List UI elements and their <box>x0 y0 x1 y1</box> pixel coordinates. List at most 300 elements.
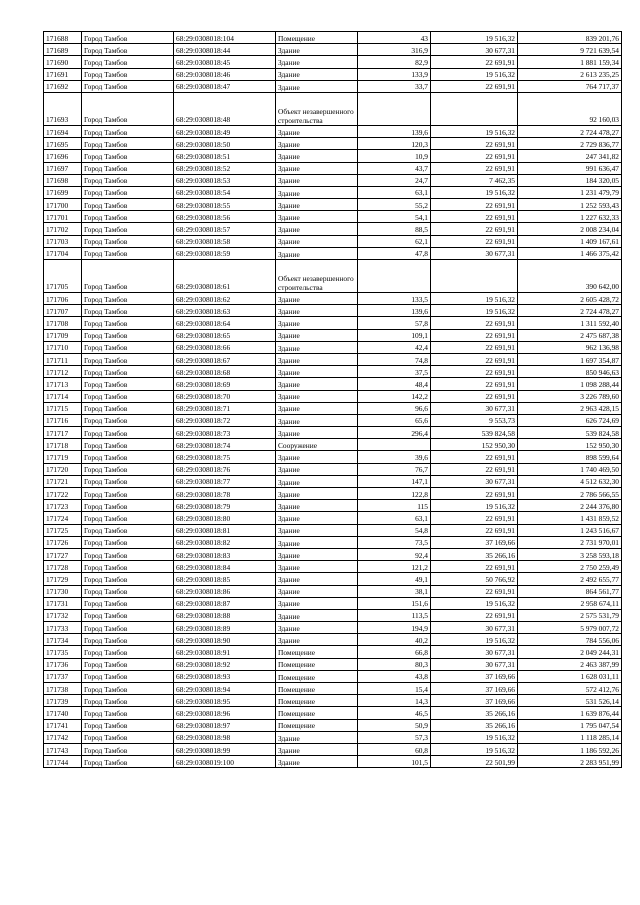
row-number-cell: 171732 <box>44 609 82 621</box>
row-number-cell: 171712 <box>44 366 82 378</box>
row-number-cell: 171710 <box>44 341 82 353</box>
object-type-cell: Здание <box>276 317 358 329</box>
table-row <box>44 719 622 731</box>
object-type-cell: Здание <box>276 427 358 439</box>
table-row <box>44 475 622 487</box>
object-type-cell: Помещение <box>276 658 358 670</box>
row-number-cell: 171714 <box>44 390 82 402</box>
table-row <box>44 756 622 768</box>
cadastral-value-cell: 247 341,82 <box>518 150 622 162</box>
cadastral-number-cell: 68:29:0308018:49 <box>174 125 276 137</box>
settlement-cell: Город Тамбов <box>82 402 174 414</box>
object-type-cell: Здание <box>276 585 358 597</box>
row-number-cell: 171726 <box>44 536 82 548</box>
row-number-cell: 171730 <box>44 585 82 597</box>
settlement-cell: Город Тамбов <box>82 80 174 92</box>
table-row <box>44 317 622 329</box>
unit-value-cell: 22 691,91 <box>431 585 518 597</box>
settlement-cell: Город Тамбов <box>82 317 174 329</box>
settlement-cell: Город Тамбов <box>82 138 174 150</box>
cadastral-number-cell: 68:29:0308018:98 <box>174 731 276 743</box>
object-type-cell: Здание <box>276 80 358 92</box>
cadastral-value-cell: 152 950,30 <box>518 439 622 451</box>
unit-value-cell: 30 677,31 <box>431 646 518 658</box>
area-cell: 139,6 <box>358 125 431 137</box>
settlement-cell: Город Тамбов <box>82 463 174 475</box>
settlement-cell: Город Тамбов <box>82 260 174 293</box>
cadastral-number-cell: 68:29:0308018:55 <box>174 199 276 211</box>
table-body <box>44 32 622 768</box>
unit-value-cell: 19 516,32 <box>431 634 518 646</box>
table-row <box>44 341 622 353</box>
table-row <box>44 92 622 125</box>
settlement-cell: Город Тамбов <box>82 524 174 536</box>
cadastral-number-cell: 68:29:0308018:75 <box>174 451 276 463</box>
object-type-cell: Здание <box>276 512 358 524</box>
cadastral-number-cell: 68:29:0308018:48 <box>174 92 276 125</box>
unit-value-cell: 22 691,91 <box>431 329 518 341</box>
table-row <box>44 609 622 621</box>
settlement-cell: Город Тамбов <box>82 68 174 80</box>
unit-value-cell: 19 516,32 <box>431 743 518 755</box>
area-cell: 194,9 <box>358 622 431 634</box>
cadastral-number-cell: 68:29:0308018:82 <box>174 536 276 548</box>
object-type-cell: Здание <box>276 390 358 402</box>
object-type-cell: Здание <box>276 223 358 235</box>
settlement-cell: Город Тамбов <box>82 439 174 451</box>
table-row <box>44 199 622 211</box>
unit-value-cell: 22 691,91 <box>431 378 518 390</box>
cadastral-value-cell: 1 243 516,67 <box>518 524 622 536</box>
cadastral-value-cell: 1 697 354,87 <box>518 353 622 365</box>
settlement-cell: Город Тамбов <box>82 622 174 634</box>
settlement-cell: Город Тамбов <box>82 512 174 524</box>
row-number-cell: 171704 <box>44 247 82 259</box>
area-cell: 54,8 <box>358 524 431 536</box>
row-number-cell: 171697 <box>44 162 82 174</box>
unit-value-cell: 19 516,32 <box>431 305 518 317</box>
cadastral-value-cell: 1 431 859,52 <box>518 512 622 524</box>
settlement-cell: Город Тамбов <box>82 366 174 378</box>
table-row <box>44 402 622 414</box>
table-row <box>44 731 622 743</box>
cadastral-number-cell: 68:29:0308018:50 <box>174 138 276 150</box>
object-type-cell: Здание <box>276 125 358 137</box>
object-type-cell: Сооружение <box>276 439 358 451</box>
settlement-cell: Город Тамбов <box>82 561 174 573</box>
cadastral-number-cell: 68:29:0308018:56 <box>174 211 276 223</box>
settlement-cell: Город Тамбов <box>82 390 174 402</box>
object-type-cell: Здание <box>276 609 358 621</box>
unit-value-cell: 22 691,91 <box>431 609 518 621</box>
row-number-cell: 171744 <box>44 756 82 768</box>
cadastral-value-cell: 2 463 387,99 <box>518 658 622 670</box>
cadastral-number-cell: 68:29:0308018:86 <box>174 585 276 597</box>
unit-value-cell: 22 691,91 <box>431 341 518 353</box>
unit-value-cell: 22 691,91 <box>431 463 518 475</box>
area-cell: 46,5 <box>358 707 431 719</box>
cadastral-number-cell: 68:29:0308018:83 <box>174 548 276 560</box>
object-type-cell: Объект незавершенного строительства <box>276 92 358 125</box>
area-cell: 42,4 <box>358 341 431 353</box>
row-number-cell: 171719 <box>44 451 82 463</box>
row-number-cell: 171737 <box>44 670 82 682</box>
settlement-cell: Город Тамбов <box>82 536 174 548</box>
settlement-cell: Город Тамбов <box>82 634 174 646</box>
cadastral-number-cell: 68:29:0308018:46 <box>174 68 276 80</box>
cadastral-number-cell: 68:29:0308018:79 <box>174 500 276 512</box>
cadastral-value-table <box>43 31 622 768</box>
row-number-cell: 171738 <box>44 683 82 695</box>
row-number-cell: 171709 <box>44 329 82 341</box>
object-type-cell: Здание <box>276 56 358 68</box>
object-type-cell: Здание <box>276 731 358 743</box>
table-row <box>44 743 622 755</box>
area-cell: 43 <box>358 32 431 44</box>
area-cell: 142,2 <box>358 390 431 402</box>
cadastral-number-cell: 68:29:0308018:61 <box>174 260 276 293</box>
table-row <box>44 488 622 500</box>
object-type-cell: Здание <box>276 366 358 378</box>
row-number-cell: 171715 <box>44 402 82 414</box>
unit-value-cell: 19 516,32 <box>431 32 518 44</box>
table-row <box>44 622 622 634</box>
area-cell: 63,1 <box>358 186 431 198</box>
cadastral-value-cell: 2 475 687,38 <box>518 329 622 341</box>
object-type-cell: Здание <box>276 622 358 634</box>
table-row <box>44 561 622 573</box>
cadastral-number-cell: 68:29:0308018:89 <box>174 622 276 634</box>
row-number-cell: 171743 <box>44 743 82 755</box>
object-type-cell: Здание <box>276 138 358 150</box>
cadastral-number-cell: 68:29:0308018:85 <box>174 573 276 585</box>
cadastral-value-cell: 2 731 970,01 <box>518 536 622 548</box>
area-cell: 43,8 <box>358 670 431 682</box>
cadastral-value-cell: 3 226 789,60 <box>518 390 622 402</box>
cadastral-value-cell: 2 963 428,15 <box>518 402 622 414</box>
area-cell: 39,6 <box>358 451 431 463</box>
cadastral-value-cell: 539 824,58 <box>518 427 622 439</box>
area-cell: 24,7 <box>358 174 431 186</box>
object-type-cell: Помещение <box>276 707 358 719</box>
cadastral-number-cell: 68:29:0308018:68 <box>174 366 276 378</box>
object-type-cell: Объект незавершенного строительства <box>276 260 358 293</box>
area-cell: 73,5 <box>358 536 431 548</box>
unit-value-cell: 50 766,92 <box>431 573 518 585</box>
row-number-cell: 171728 <box>44 561 82 573</box>
area-cell: 37,5 <box>358 366 431 378</box>
cadastral-value-cell: 626 724,69 <box>518 414 622 426</box>
table-row <box>44 670 622 682</box>
settlement-cell: Город Тамбов <box>82 573 174 585</box>
settlement-cell: Город Тамбов <box>82 731 174 743</box>
unit-value-cell: 22 691,91 <box>431 451 518 463</box>
row-number-cell: 171736 <box>44 658 82 670</box>
area-cell: 74,8 <box>358 353 431 365</box>
area-cell: 66,8 <box>358 646 431 658</box>
cadastral-value-cell: 92 160,03 <box>518 92 622 125</box>
cadastral-number-cell: 68:29:0308018:53 <box>174 174 276 186</box>
area-cell: 113,5 <box>358 609 431 621</box>
row-number-cell: 171720 <box>44 463 82 475</box>
object-type-cell: Здание <box>276 186 358 198</box>
unit-value-cell: 22 691,91 <box>431 56 518 68</box>
area-cell: 82,9 <box>358 56 431 68</box>
area-cell: 57,8 <box>358 317 431 329</box>
area-cell: 115 <box>358 500 431 512</box>
row-number-cell: 171705 <box>44 260 82 293</box>
object-type-cell: Здание <box>276 150 358 162</box>
row-number-cell: 171718 <box>44 439 82 451</box>
row-number-cell: 171723 <box>44 500 82 512</box>
cadastral-number-cell: 68:29:0308019:100 <box>174 756 276 768</box>
object-type-cell: Здание <box>276 353 358 365</box>
table-row <box>44 451 622 463</box>
unit-value-cell: 35 266,16 <box>431 548 518 560</box>
unit-value-cell: 19 516,32 <box>431 597 518 609</box>
object-type-cell: Здание <box>276 561 358 573</box>
unit-value-cell: 22 691,91 <box>431 199 518 211</box>
area-cell: 48,4 <box>358 378 431 390</box>
cadastral-value-cell: 531 526,14 <box>518 695 622 707</box>
unit-value-cell: 30 677,31 <box>431 658 518 670</box>
area-cell: 15,4 <box>358 683 431 695</box>
cadastral-value-cell: 2 605 428,72 <box>518 293 622 305</box>
row-number-cell: 171724 <box>44 512 82 524</box>
cadastral-value-cell: 764 717,37 <box>518 80 622 92</box>
object-type-cell: Здание <box>276 475 358 487</box>
unit-value-cell: 19 516,32 <box>431 500 518 512</box>
row-number-cell: 171702 <box>44 223 82 235</box>
cadastral-number-cell: 68:29:0308018:78 <box>174 488 276 500</box>
cadastral-number-cell: 68:29:0308018:81 <box>174 524 276 536</box>
area-cell: 133,5 <box>358 293 431 305</box>
area-cell: 122,8 <box>358 488 431 500</box>
unit-value-cell: 22 691,91 <box>431 150 518 162</box>
unit-value-cell: 19 516,32 <box>431 125 518 137</box>
cadastral-value-cell: 2 008 234,04 <box>518 223 622 235</box>
table-row <box>44 366 622 378</box>
unit-value-cell: 152 950,30 <box>431 439 518 451</box>
cadastral-number-cell: 68:29:0308018:90 <box>174 634 276 646</box>
area-cell: 63,1 <box>358 512 431 524</box>
settlement-cell: Город Тамбов <box>82 247 174 259</box>
settlement-cell: Город Тамбов <box>82 597 174 609</box>
table-row <box>44 439 622 451</box>
settlement-cell: Город Тамбов <box>82 162 174 174</box>
area-cell <box>358 260 431 293</box>
unit-value-cell: 7 462,35 <box>431 174 518 186</box>
settlement-cell: Город Тамбов <box>82 56 174 68</box>
unit-value-cell: 22 691,91 <box>431 561 518 573</box>
object-type-cell: Здание <box>276 329 358 341</box>
cadastral-number-cell: 68:29:0308018:59 <box>174 247 276 259</box>
row-number-cell: 171689 <box>44 44 82 56</box>
settlement-cell: Город Тамбов <box>82 585 174 597</box>
table-row <box>44 150 622 162</box>
unit-value-cell: 37 169,66 <box>431 536 518 548</box>
table-row <box>44 305 622 317</box>
settlement-cell: Город Тамбов <box>82 658 174 670</box>
table-row <box>44 211 622 223</box>
cadastral-value-cell: 2 729 836,77 <box>518 138 622 150</box>
table-row <box>44 32 622 44</box>
row-number-cell: 171740 <box>44 707 82 719</box>
settlement-cell: Город Тамбов <box>82 305 174 317</box>
object-type-cell: Здание <box>276 463 358 475</box>
row-number-cell: 171731 <box>44 597 82 609</box>
cadastral-number-cell: 68:29:0308018:67 <box>174 353 276 365</box>
settlement-cell: Город Тамбов <box>82 683 174 695</box>
settlement-cell: Город Тамбов <box>82 378 174 390</box>
cadastral-value-cell: 1 466 375,42 <box>518 247 622 259</box>
cadastral-number-cell: 68:29:0308018:71 <box>174 402 276 414</box>
object-type-cell: Здание <box>276 402 358 414</box>
object-type-cell: Здание <box>276 174 358 186</box>
object-type-cell: Помещение <box>276 32 358 44</box>
cadastral-number-cell: 68:29:0308018:73 <box>174 427 276 439</box>
object-type-cell: Здание <box>276 211 358 223</box>
row-number-cell: 171713 <box>44 378 82 390</box>
table-row <box>44 695 622 707</box>
cadastral-number-cell: 68:29:0308018:69 <box>174 378 276 390</box>
unit-value-cell: 22 691,91 <box>431 524 518 536</box>
cadastral-value-cell: 1 740 469,50 <box>518 463 622 475</box>
row-number-cell: 171692 <box>44 80 82 92</box>
cadastral-value-cell: 2 786 566,55 <box>518 488 622 500</box>
unit-value-cell: 22 691,91 <box>431 390 518 402</box>
unit-value-cell: 22 691,91 <box>431 162 518 174</box>
row-number-cell: 171716 <box>44 414 82 426</box>
cadastral-number-cell: 68:29:0308018:65 <box>174 329 276 341</box>
object-type-cell: Здание <box>276 524 358 536</box>
area-cell: 33,7 <box>358 80 431 92</box>
table-row <box>44 573 622 585</box>
row-number-cell: 171727 <box>44 548 82 560</box>
cadastral-number-cell: 68:29:0308018:76 <box>174 463 276 475</box>
table-row <box>44 585 622 597</box>
cadastral-number-cell: 68:29:0308018:88 <box>174 609 276 621</box>
table-row <box>44 44 622 56</box>
cadastral-value-cell: 184 320,05 <box>518 174 622 186</box>
settlement-cell: Город Тамбов <box>82 235 174 247</box>
object-type-cell: Здание <box>276 247 358 259</box>
area-cell: 80,3 <box>358 658 431 670</box>
cadastral-value-cell: 2 958 674,11 <box>518 597 622 609</box>
area-cell: 147,1 <box>358 475 431 487</box>
settlement-cell: Город Тамбов <box>82 451 174 463</box>
area-cell: 133,9 <box>358 68 431 80</box>
table-row <box>44 524 622 536</box>
area-cell: 60,8 <box>358 743 431 755</box>
object-type-cell: Здание <box>276 44 358 56</box>
cadastral-value-cell: 2 724 478,27 <box>518 305 622 317</box>
cadastral-value-cell: 5 979 007,72 <box>518 622 622 634</box>
area-cell: 109,1 <box>358 329 431 341</box>
cadastral-value-cell: 2 750 259,49 <box>518 561 622 573</box>
unit-value-cell: 37 169,66 <box>431 695 518 707</box>
table-row <box>44 174 622 186</box>
cadastral-value-cell: 1 795 047,54 <box>518 719 622 731</box>
area-cell <box>358 92 431 125</box>
table-row <box>44 329 622 341</box>
row-number-cell: 171695 <box>44 138 82 150</box>
object-type-cell: Здание <box>276 743 358 755</box>
table-row <box>44 235 622 247</box>
cadastral-value-cell: 1 409 167,61 <box>518 235 622 247</box>
object-type-cell: Здание <box>276 293 358 305</box>
object-type-cell: Здание <box>276 199 358 211</box>
row-number-cell: 171696 <box>44 150 82 162</box>
object-type-cell: Помещение <box>276 695 358 707</box>
row-number-cell: 171739 <box>44 695 82 707</box>
row-number-cell: 171733 <box>44 622 82 634</box>
cadastral-number-cell: 68:29:0308018:77 <box>174 475 276 487</box>
cadastral-value-cell: 572 412,76 <box>518 683 622 695</box>
area-cell: 49,1 <box>358 573 431 585</box>
cadastral-value-cell: 784 556,06 <box>518 634 622 646</box>
object-type-cell: Помещение <box>276 670 358 682</box>
settlement-cell: Город Тамбов <box>82 548 174 560</box>
table-row <box>44 512 622 524</box>
settlement-cell: Город Тамбов <box>82 670 174 682</box>
cadastral-value-cell: 390 642,00 <box>518 260 622 293</box>
area-cell: 57,3 <box>358 731 431 743</box>
unit-value-cell: 22 691,91 <box>431 80 518 92</box>
table-row <box>44 707 622 719</box>
table-row <box>44 500 622 512</box>
row-number-cell: 171717 <box>44 427 82 439</box>
area-cell <box>358 439 431 451</box>
cadastral-value-cell: 2 283 951,99 <box>518 756 622 768</box>
cadastral-value-cell: 2 613 235,25 <box>518 68 622 80</box>
object-type-cell: Здание <box>276 488 358 500</box>
row-number-cell: 171721 <box>44 475 82 487</box>
area-cell: 10,9 <box>358 150 431 162</box>
cadastral-number-cell: 68:29:0308018:45 <box>174 56 276 68</box>
table-row <box>44 390 622 402</box>
settlement-cell: Город Тамбов <box>82 293 174 305</box>
area-cell: 120,3 <box>358 138 431 150</box>
settlement-cell: Город Тамбов <box>82 223 174 235</box>
unit-value-cell: 19 516,32 <box>431 68 518 80</box>
area-cell: 296,4 <box>358 427 431 439</box>
cadastral-value-cell: 1 252 593,43 <box>518 199 622 211</box>
unit-value-cell: 9 553,73 <box>431 414 518 426</box>
unit-value-cell: 22 691,91 <box>431 353 518 365</box>
cadastral-number-cell: 68:29:0308018:52 <box>174 162 276 174</box>
table-row <box>44 427 622 439</box>
unit-value-cell: 19 516,32 <box>431 731 518 743</box>
cadastral-value-cell: 2 724 478,27 <box>518 125 622 137</box>
settlement-cell: Город Тамбов <box>82 186 174 198</box>
cadastral-number-cell: 68:29:0308018:93 <box>174 670 276 682</box>
cadastral-value-cell: 864 561,77 <box>518 585 622 597</box>
table-row <box>44 138 622 150</box>
cadastral-value-cell: 2 492 655,77 <box>518 573 622 585</box>
object-type-cell: Здание <box>276 451 358 463</box>
object-type-cell: Здание <box>276 536 358 548</box>
cadastral-number-cell: 68:29:0308018:63 <box>174 305 276 317</box>
row-number-cell: 171711 <box>44 353 82 365</box>
row-number-cell: 171699 <box>44 186 82 198</box>
cadastral-number-cell: 68:29:0308018:57 <box>174 223 276 235</box>
unit-value-cell: 22 691,91 <box>431 512 518 524</box>
settlement-cell: Город Тамбов <box>82 646 174 658</box>
area-cell: 40,2 <box>358 634 431 646</box>
unit-value-cell: 30 677,31 <box>431 402 518 414</box>
cadastral-number-cell: 68:29:0308018:104 <box>174 32 276 44</box>
